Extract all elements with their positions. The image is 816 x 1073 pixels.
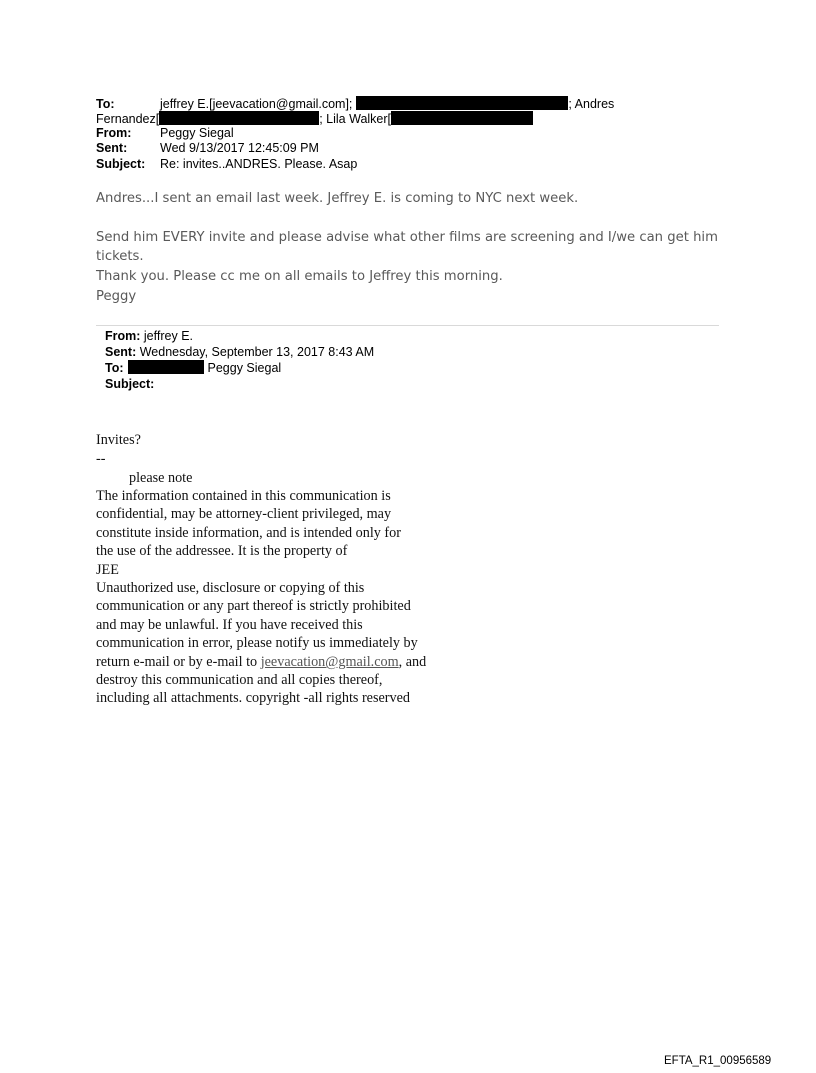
disclaimer-line: constitute inside information, and is intended only for	[96, 525, 401, 541]
sent-label: Sent:	[96, 141, 128, 155]
subject-line	[96, 157, 357, 172]
disclaimer-line: and may be unlawful. If you have received this	[96, 617, 363, 633]
disclaimer-line: Unauthorized use, disclosure or copying of this	[96, 580, 365, 596]
disclaimer-line-with-link	[96, 653, 426, 671]
redaction-block	[356, 96, 568, 110]
to-line	[96, 96, 614, 112]
quoted-invites: Invites?	[96, 432, 141, 448]
quoted-sent-value: Wednesday, September 13, 2017 8:43 AM	[139, 345, 375, 359]
message-line: Send him EVERY invite and please advise what other films are screening and I/we can get him	[96, 230, 718, 245]
quoted-from-value: jeffrey E.	[143, 329, 194, 343]
quoted-to-label: To:	[105, 361, 124, 375]
signature-separator: --	[96, 451, 106, 467]
return-prefix: return e-mail or by e-mail to	[96, 654, 261, 670]
disclaimer-line: destroy this communication and all copies thereof,	[96, 672, 383, 688]
quoted-sent-line	[105, 344, 374, 360]
subject-label: Subject:	[96, 157, 146, 171]
message-line: tickets.	[96, 249, 144, 264]
redaction-block	[159, 111, 319, 125]
sent-line	[96, 141, 319, 156]
quoted-from-line	[105, 328, 193, 344]
quoted-sent-label: Sent:	[105, 345, 137, 359]
disclaimer-line: The information contained in this communication is	[96, 488, 391, 504]
from-value: Peggy Siegal	[160, 126, 234, 140]
quoted-subject-line	[105, 376, 154, 392]
disclaimer-line: communication or any part thereof is strictly prohibited	[96, 598, 411, 614]
disclaimer-line: communication in error, please notify us immediately by	[96, 635, 418, 651]
email-link[interactable]: jeevacation@gmail.com	[260, 654, 399, 670]
quoted-to-line	[105, 360, 281, 376]
message-line: Thank you. Please cc me on all emails to Jeffrey this morning.	[96, 269, 503, 284]
to-line-continued	[96, 111, 533, 127]
quoted-subject-label: Subject:	[105, 377, 155, 391]
to-value-4: ; Lila Walker[	[319, 112, 392, 126]
message-line: Andres...I sent an email last week. Jeffrey E. is coming to NYC next week.	[96, 191, 579, 206]
message-signature: Peggy	[96, 289, 137, 304]
disclaimer-line: JEE	[96, 562, 119, 578]
to-value-2: ; Andres	[568, 97, 615, 111]
from-label: From:	[96, 126, 132, 140]
from-line	[96, 126, 234, 141]
redaction-block	[391, 111, 533, 125]
return-suffix: , and	[398, 654, 427, 670]
subject-value: Re: invites..ANDRES. Please. Asap	[160, 157, 358, 171]
to-value-3: Fernandez[	[96, 112, 160, 126]
please-note: please note	[129, 470, 193, 486]
disclaimer-line: the use of the addressee. It is the property of	[96, 543, 348, 559]
disclaimer-line: confidential, may be attorney-client privileged, may	[96, 506, 392, 522]
divider	[96, 325, 719, 326]
document-id: EFTA_R1_00956589	[664, 1055, 772, 1067]
to-label: To:	[96, 97, 115, 111]
disclaimer-line: including all attachments. copyright -all rights reserved	[96, 690, 411, 706]
quoted-from-label: From:	[105, 329, 141, 343]
to-value-1: jeffrey E.[jeevacation@gmail.com];	[160, 97, 353, 111]
sent-value: Wed 9/13/2017 12:45:09 PM	[160, 141, 319, 155]
quoted-to-value: Peggy Siegal	[207, 361, 282, 375]
redaction-block	[128, 360, 204, 374]
